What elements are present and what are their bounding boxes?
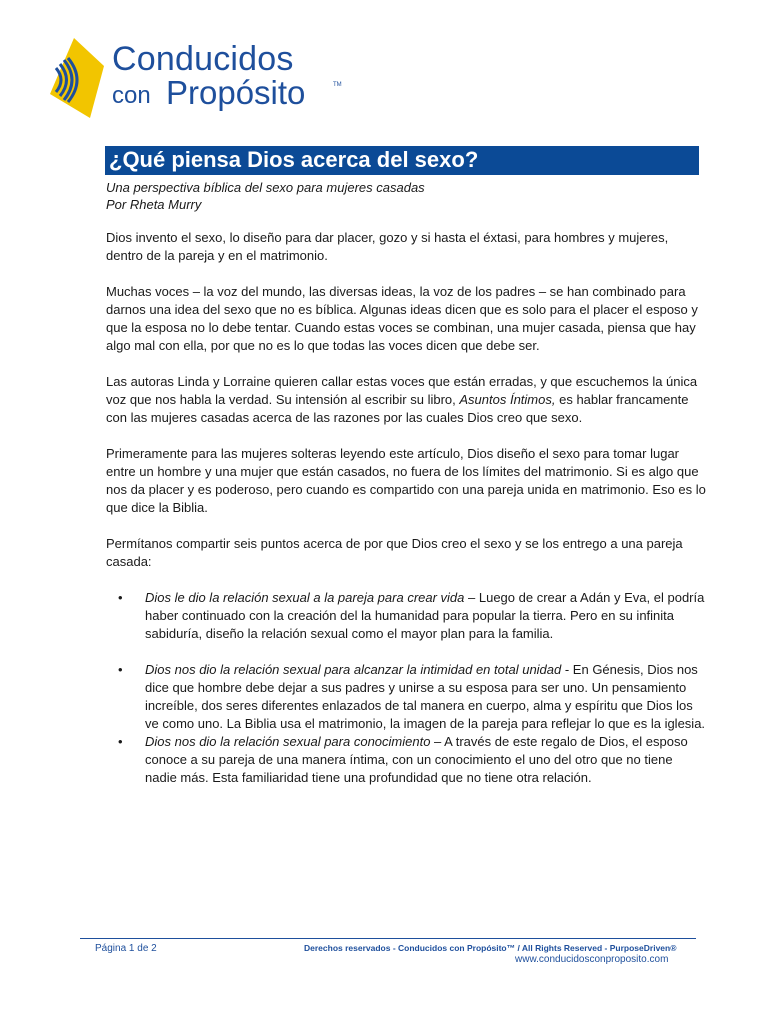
paragraph-3 [106,373,706,427]
point-heading: Dios nos dio la relación sexual para conocimiento [145,734,431,749]
logo-word-con: con [112,82,151,109]
footer-url: www.conducidosconproposito.com [515,954,669,965]
document-author: Por Rheta Murry [106,197,202,212]
point-text: – Luego de crear a Adán y Eva, el podría haber continuado con la creación del la humanidad para popular la tierra. Pero en su infinita sabiduría, diseño la relación sexual como el mayor plan para la familia. [145,590,705,641]
subtitle-block [106,179,425,213]
bullet-icon: • [118,662,123,677]
document-body [106,229,706,805]
point-text: - En Génesis, Dios nos dice que hombre debe dejar a sus padres y unirse a su esposa para ser uno. Un pensamiento increíble, dos seres diferentes enlazados de tal manera en cuerpo, alma y espíritu que Dios los ve como uno. La Biblia usa el matrimonio, la imagen de la pareja para reflejar lo que es la iglesia. [145,662,706,731]
list-item [106,589,706,643]
document-title: ¿Qué piensa Dios acerca del sexo? [109,147,479,172]
points-list [106,589,706,787]
brand-logo [46,36,366,126]
paragraph-3-after: es hablar francamente con las mujeres casadas acerca de las razones por las cuales Dios creo que sexo. [106,392,689,425]
paragraph-2: Muchas voces – la voz del mundo, las diversas ideas, la voz de los padres – se han combinado para darnos una idea del sexo que no es bíblica. Algunas ideas dicen que es solo para el placer el esposo y que la esposa no lo debe tentar. Cuando estas voces se combinan, una mujer casada, piensa que hay algo mal con ella, por que no es lo que todas las voces dicen que debe ser. [106,284,698,353]
logo-trademark: TM [333,82,342,88]
list-item [106,661,706,733]
point-heading: Dios le dio la relación sexual a la pareja para crear vida [145,590,465,605]
paragraph-5: Permítanos compartir seis puntos acerca de por que Dios creo el sexo y se los entrego a una pareja casada: [106,536,683,569]
document-subtitle: Una perspectiva bíblica del sexo para mujeres casadas [106,180,425,195]
paragraph-1: Dios invento el sexo, lo diseño para dar placer, gozo y si hasta el éxtasi, para hombres y mujeres, dentro de la pareja y en el matrimonio. [106,230,669,263]
bullet-icon: • [118,590,123,605]
point-heading: Dios nos dio la relación sexual para alcanzar la intimidad en total unidad [145,662,562,677]
list-item [106,733,706,787]
logo-word-conducidos: Conducidos [112,40,294,78]
paragraph-4: Primeramente para las mujeres solteras leyendo este artículo, Dios diseño el sexo para tomar lugar entre un hombre y una mujer que están casados, no fuera de los límites del matrimonio. Si es algo que nos da placer y es poderoso, pero cuando es compartido con una pareja unida en matrimonio. Eso es lo que dice la Biblia. [106,446,706,515]
point-text: – A través de este regalo de Dios, el esposo conoce a su pareja de una manera íntima, con un conocimiento el uno del otro que no tiene nadie más. Esta familiaridad tiene una profundidad que no tiene otra relación. [145,734,688,785]
title-bar [105,146,699,175]
bullet-icon: • [118,734,123,749]
paragraph-3-before: Las autoras Linda y Lorraine quieren callar estas voces que están erradas, y que escuchemos la única voz que nos habla la verdad. Su intensión al escribir su libro, [106,374,698,407]
page-number: Página 1 de 2 [95,943,157,954]
logo-word-proposito: Propósito [166,74,306,111]
footer-divider [80,938,696,939]
footer-rights: Derechos reservados - Conducidos con Propósito™ / All Rights Reserved - PurposeDriven® [304,943,677,953]
book-title: Asuntos Íntimos, [459,392,556,407]
logo-mark-icon [46,36,116,120]
